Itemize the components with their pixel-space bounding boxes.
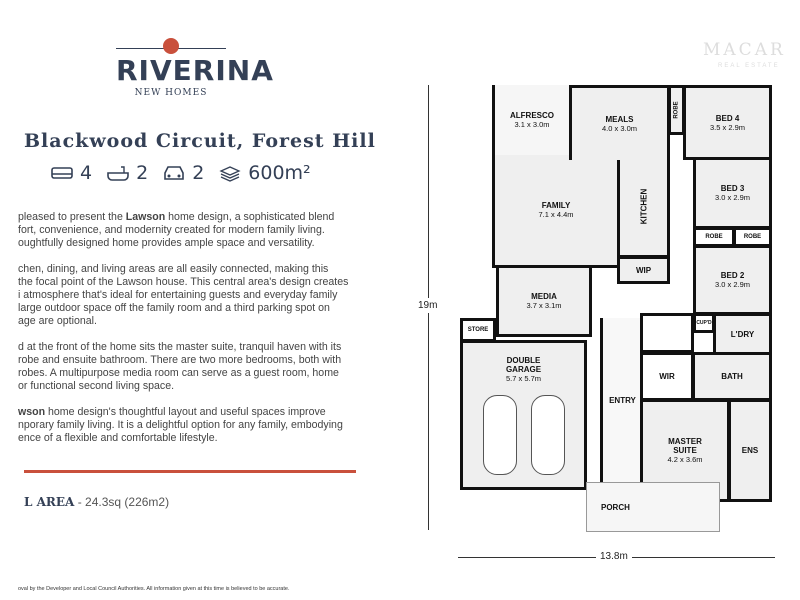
width-dimension: 13.8m <box>596 551 632 562</box>
room-entry: ENTRY <box>600 318 642 483</box>
room-kitchen: KITCHEN <box>620 158 670 258</box>
description-paragraph: d at the front of the home sits the master suite, tranquil haven with its robe and ensuite bathroom. There are two more bedrooms, both with robes. A multipurpose media room can serve as a guest room, home or functional second living space. <box>18 341 342 392</box>
room-robe-bed4: ROBE <box>668 85 685 135</box>
room-master-suite: MASTER SUITE 4.2 x 3.6m <box>640 399 730 502</box>
description <box>18 211 378 458</box>
room-bed2: BED 2 3.0 x 2.9m <box>693 245 772 315</box>
total-area <box>24 495 169 509</box>
room-alfresco: ALFRESCO 3.1 x 3.0m <box>492 85 572 155</box>
feature-bathrooms <box>106 162 148 184</box>
total-area-label: L AREA <box>24 495 75 509</box>
room-family: FAMILY 7.1 x 4.4m <box>492 152 620 268</box>
land-size: 600m² <box>248 162 311 184</box>
room-garage: DOUBLE GARAGE 5.7 x 5.7m <box>460 340 587 490</box>
car-illustration <box>483 395 517 475</box>
bed-icon <box>50 164 74 182</box>
bathrooms-count: 2 <box>136 162 149 184</box>
features <box>50 162 311 184</box>
room-wc <box>640 313 694 353</box>
land-icon <box>218 164 242 182</box>
car-illustration <box>531 395 565 475</box>
watermark-sub: REAL ESTATE <box>718 63 780 69</box>
description-paragraph: pleased to present the Lawson home design, a sophisticated blend fort, convenience, and modernity created for modern family living. oughtfully designed home provides ample space and versatility. <box>18 211 335 249</box>
page-title: Blackwood Circuit, Forest Hill <box>24 130 376 152</box>
disclaimer: oval by the Developer and Local Council Authorities. All information given at this time is believed to be accurate. <box>18 586 290 592</box>
brand-tagline: NEW HOMES <box>134 88 208 98</box>
room-robe-bed2: ROBE <box>693 227 735 247</box>
feature-cars <box>162 162 204 184</box>
watermark: MACAR <box>703 40 786 60</box>
logo-house-icon <box>163 38 179 54</box>
total-area-value: - 24.3sq (226m2) <box>77 495 170 509</box>
room-robe-bed3: ROBE <box>733 227 772 247</box>
cars-count: 2 <box>192 162 205 184</box>
description-paragraph: wson home design's thoughtful layout and useful spaces improve nporary family living. It is a delightful option for any family, embodying ence of a flexible and comfortable lifestyle. <box>18 406 343 444</box>
car-icon <box>162 164 186 182</box>
logo <box>116 30 274 100</box>
room-wip: WIP <box>617 256 670 284</box>
room-media: MEDIA 3.7 x 3.1m <box>496 265 592 337</box>
room-porch: PORCH <box>586 482 720 532</box>
room-bed4: BED 4 3.5 x 2.9m <box>683 85 772 160</box>
room-wir: WIR <box>640 352 694 401</box>
room-bath: BATH <box>692 352 772 401</box>
feature-land <box>218 162 310 184</box>
room-ensuite: ENS <box>728 399 772 502</box>
room-cupd: CUP'D <box>693 313 715 333</box>
brand-name: RIVERINA <box>116 54 274 87</box>
room-laundry: L'DRY <box>713 313 772 355</box>
description-paragraph: chen, dining, and living areas are all easily connected, making this the focal point of the Lawson house. This central area's design creates i atmosphere that's ideal for entertaining guests and everyday family large outdoor space off the family room and a third parking spot on age are optional. <box>18 263 349 327</box>
height-dimension: 19m <box>418 300 438 311</box>
bath-icon <box>106 164 130 182</box>
room-bed3: BED 3 3.0 x 2.9m <box>693 157 772 229</box>
bedrooms-count: 4 <box>80 162 93 184</box>
room-store: STORE <box>460 318 496 342</box>
accent-divider <box>24 470 356 473</box>
room-meals: MEALS 4.0 x 3.0m <box>569 85 670 160</box>
feature-bedrooms <box>50 162 92 184</box>
